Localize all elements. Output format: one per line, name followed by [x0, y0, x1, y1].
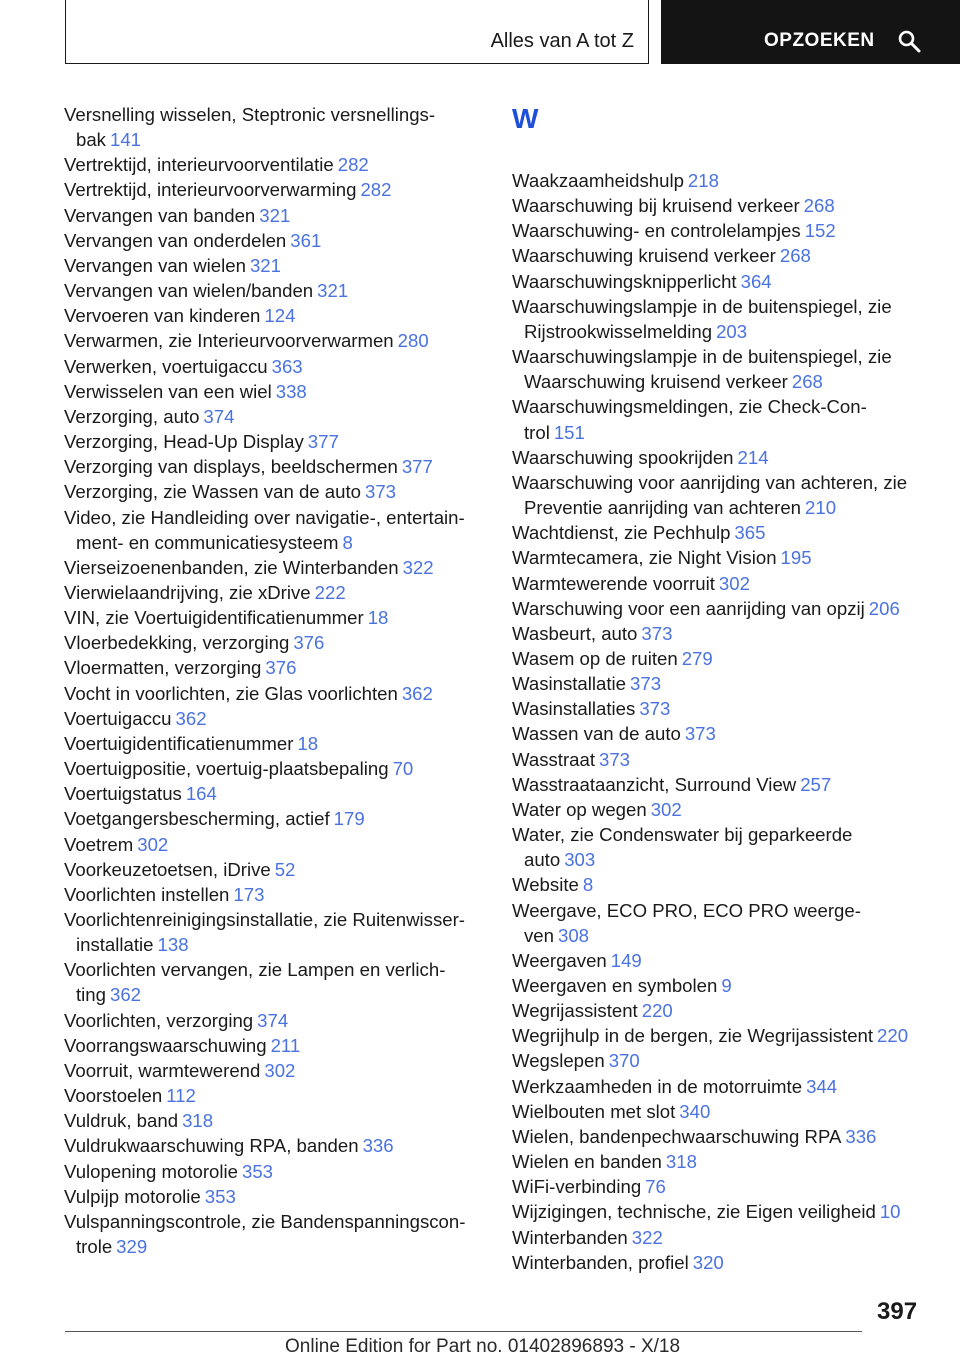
index-entry-page-link[interactable]: 340: [679, 1100, 711, 1122]
index-entry-page-link[interactable]: 373: [641, 622, 673, 644]
index-entry-text: ting: [76, 984, 106, 1006]
index-entry-page-link[interactable]: 203: [716, 320, 748, 342]
index-entry-page-link[interactable]: 321: [317, 280, 349, 302]
index-entry: [64, 932, 482, 957]
index-entry: [512, 898, 930, 923]
index-entry: [64, 555, 482, 580]
section-letter: W: [512, 103, 539, 134]
index-entry-text: Voorkeuzetoetsen, iDrive: [64, 858, 271, 880]
index-entry-page-link[interactable]: 141: [109, 129, 142, 151]
index-entry: [512, 1174, 930, 1199]
index-entry: [512, 1124, 930, 1149]
index-entry: [64, 1008, 482, 1033]
index-entry-page-link[interactable]: 52: [274, 858, 296, 880]
index-entry-page-link[interactable]: 308: [557, 924, 590, 946]
page-number: 397: [877, 1298, 918, 1325]
index-entry: [64, 1209, 482, 1234]
index-entry-page-link[interactable]: 220: [877, 1025, 909, 1047]
index-entry-page-link[interactable]: 322: [631, 1226, 663, 1248]
index-entry: [512, 797, 930, 822]
index-entry-page-link[interactable]: 257: [800, 773, 832, 795]
index-entry: [512, 923, 930, 948]
index-entry: [64, 781, 482, 806]
edition-text: Online Edition for Part no. 01402896893 - X/18: [285, 1336, 681, 1357]
index-entry-text: Voertuigaccu: [64, 707, 172, 729]
index-entry-page-link[interactable]: 336: [362, 1135, 394, 1157]
index-entry-text: Voetrem: [64, 833, 134, 855]
index-entry-page-link[interactable]: 362: [401, 682, 433, 704]
index-entry: [64, 907, 482, 932]
index-entry: [512, 520, 930, 545]
index-entry-text: Wielen en banden: [512, 1151, 662, 1173]
index-entry-page-link[interactable]: 9: [721, 975, 732, 996]
index-entry: [512, 973, 930, 998]
index-entry-text: Wasstraataanzicht, Surround View: [512, 773, 797, 795]
index-entry: [64, 228, 482, 253]
index-entry-page-link[interactable]: 353: [204, 1185, 236, 1207]
index-entry-text: Vulpijp motorolie: [64, 1185, 201, 1207]
index-entry-page-link[interactable]: 338: [275, 380, 307, 402]
index-entries-right: [512, 168, 930, 1275]
index-entry: [64, 278, 482, 303]
index-entry-text: Vervoeren van kinderen: [64, 305, 261, 327]
index-entry-text: Vervangen van onderdelen: [64, 229, 287, 251]
index-entry: [512, 721, 930, 746]
index-entry-page-link[interactable]: 220: [641, 1000, 673, 1022]
index-entry-page-link[interactable]: 376: [293, 632, 325, 654]
index-entry-page-link[interactable]: 138: [157, 934, 189, 956]
index-entry-page-link[interactable]: 302: [718, 572, 750, 594]
index-entry: [64, 1159, 482, 1184]
index-entry: [512, 369, 930, 394]
index-entry-page-link[interactable]: 124: [264, 305, 296, 327]
index-entry: [64, 1234, 482, 1259]
index-entry: [64, 102, 482, 127]
index-entry-page-link[interactable]: 302: [650, 798, 682, 820]
search-button[interactable]: [661, 0, 960, 64]
index-entry-text: Vloermatten, verzorging: [64, 657, 262, 679]
index-entry-text: Vuldruk, band: [64, 1110, 179, 1132]
search-label: OPZOEKEN: [764, 30, 875, 51]
index-entry-page-link[interactable]: 353: [242, 1160, 274, 1182]
index-entry-page-link[interactable]: 376: [265, 657, 297, 679]
index-entry-page-link[interactable]: 214: [737, 446, 769, 468]
index-entry-page-link[interactable]: 210: [805, 497, 837, 519]
index-entry-text: Wegslepen: [512, 1050, 605, 1072]
index-entry-text: Warmtewerende voorruit: [512, 572, 715, 594]
index-entry-text: Wasstraat: [512, 748, 595, 770]
index-entry-page-link[interactable]: 361: [290, 229, 322, 251]
index-entry: [64, 328, 482, 353]
index-entry: [512, 193, 930, 218]
index-entry-page-link[interactable]: 318: [665, 1151, 697, 1173]
index-entry: [512, 646, 930, 671]
index-entry-page-link[interactable]: 149: [610, 949, 642, 971]
index-entry: [512, 394, 930, 419]
index-entry-text: Vertrektijd, interieurvoorventilatie: [64, 154, 334, 176]
index-entry: [64, 203, 482, 228]
index-entry: [512, 1048, 930, 1073]
index-entry-page-link[interactable]: 320: [692, 1251, 724, 1273]
index-entry: [512, 847, 930, 872]
index-entry-page-link[interactable]: 322: [402, 556, 434, 578]
index-entry-page-link[interactable]: 10: [879, 1201, 901, 1223]
index-entry: [64, 1184, 482, 1209]
index-entry: [64, 404, 482, 429]
index-entry-page-link[interactable]: 318: [182, 1110, 214, 1132]
index-entry: [512, 596, 930, 621]
index-entry-text: Versnelling wisselen, Steptronic versnellings-: [64, 104, 436, 125]
index-entry: [512, 772, 930, 797]
index-entry-page-link[interactable]: 344: [806, 1075, 838, 1097]
index-entry-text: Waarschuwing voor aanrijding van achteren, zie: [512, 471, 908, 493]
index-entry-text: Waarschuwing kruisend verkeer: [512, 245, 776, 267]
index-entry-text: Wielbouten met slot: [512, 1100, 676, 1122]
index-entry: [64, 1058, 482, 1083]
index-entry: [512, 545, 930, 570]
index-entry-text: Weergave, ECO PRO, ECO PRO weerge-: [512, 899, 861, 921]
index-entry: [64, 479, 482, 504]
index-entry-text: Winterbanden, profiel: [512, 1251, 689, 1273]
index-entry: [64, 152, 482, 177]
index-entry-text: Waarschuwingslampje in de buitenspiegel, zie: [512, 295, 892, 317]
index-entry-text: Voorstoelen: [64, 1085, 163, 1107]
index-entry-text: Verzorging, zie Wassen van de auto: [64, 481, 361, 503]
index-entry-text: Video, zie Handleiding over navigatie-, entertain-: [64, 506, 465, 528]
index-entry-text: Waakzaamheidshulp: [512, 170, 684, 191]
index-entry: [512, 495, 930, 520]
index-entry: [512, 218, 930, 243]
index-entry-page-link[interactable]: 373: [599, 748, 631, 770]
index-entry-text: Voorlichten vervangen, zie Lampen en verlich-: [64, 959, 446, 981]
index-entry: [64, 982, 482, 1007]
index-entry-text: Voertuigpositie, voertuig-plaatsbepaling: [64, 758, 389, 780]
section-label: Alles van A tot Z: [490, 30, 634, 52]
index-entry: [512, 470, 930, 495]
index-entry-text: Waarschuwingslampje in de buitenspiegel, zie: [512, 346, 892, 368]
index-entry-page-link[interactable]: 370: [608, 1050, 640, 1072]
index-entry: [512, 1023, 930, 1048]
index-entry-page-link[interactable]: 321: [259, 204, 291, 226]
index-entry: [64, 1033, 482, 1058]
index-entry-page-link[interactable]: 173: [233, 883, 265, 905]
index-entry: [512, 1074, 930, 1099]
index-entry-text: Wassen van de auto: [512, 723, 681, 745]
index-entry-page-link[interactable]: 268: [803, 195, 835, 217]
index-entry: [512, 571, 930, 596]
index-entry-text: Winterbanden: [512, 1226, 628, 1248]
index-column-left: [64, 102, 482, 1259]
index-entry-text: Vierseizoenenbanden, zie Winterbanden: [64, 556, 399, 578]
index-entry: [512, 1250, 930, 1275]
index-entry-page-link[interactable]: 279: [681, 647, 713, 669]
index-entry: [64, 605, 482, 630]
index-entry-page-link[interactable]: 152: [804, 220, 836, 242]
index-entry: [64, 580, 482, 605]
index-entry: [512, 168, 930, 193]
index-entry-text: bak: [76, 129, 106, 151]
index-entry: [512, 445, 930, 470]
index-entry: [512, 822, 930, 847]
index-entry-page-link[interactable]: 282: [360, 179, 392, 201]
index-entry-text: Voorlichten instellen: [64, 883, 230, 905]
index-entry: [512, 872, 930, 897]
index-entry-text: Verzorging van displays, beeldschermen: [64, 456, 398, 478]
index-entry: [64, 731, 482, 756]
index-entry-page-link[interactable]: 18: [367, 607, 389, 629]
index-entry-text: Waarschuwing spookrijden: [512, 446, 734, 468]
index-entry-page-link[interactable]: 365: [734, 522, 766, 544]
index-entry: [512, 1149, 930, 1174]
index-entry-text: Verzorging, auto: [64, 405, 200, 427]
search-icon: [897, 29, 921, 53]
index-entry-page-link[interactable]: 211: [270, 1034, 301, 1056]
index-entry-page-link[interactable]: 362: [109, 984, 142, 1006]
index-entry-text: trol: [524, 421, 550, 443]
index-entry-text: Vervangen van wielen/banden: [64, 280, 314, 302]
index-entry-text: Vervangen van banden: [64, 204, 256, 226]
index-entry-text: Vierwielaandrijving, zie xDrive: [64, 581, 311, 603]
index-entry-page-link[interactable]: 164: [185, 783, 217, 805]
index-entry-page-link[interactable]: 70: [392, 758, 414, 780]
index-entry-page-link[interactable]: 336: [845, 1125, 877, 1147]
index-entry: [512, 747, 930, 772]
index-entry: [512, 621, 930, 646]
index-entry: [512, 319, 930, 344]
index-entry-text: Weergaven: [512, 949, 607, 971]
index-entry-text: Preventie aanrijding van achteren: [524, 497, 802, 519]
index-entry-text: Waarschuwingsmeldingen, zie Check-Con-: [512, 396, 867, 418]
index-entry-text: Verzorging, Head-Up Display: [64, 431, 304, 453]
index-entry-text: Vuldrukwaarschuwing RPA, banden: [64, 1135, 359, 1157]
index-entry: [512, 1199, 930, 1224]
index-entry-text: Waarschuwing bij kruisend verkeer: [512, 195, 800, 217]
index-entry-text: ven: [524, 924, 554, 946]
index-entry-page-link[interactable]: 112: [166, 1085, 196, 1107]
index-entry: [64, 655, 482, 680]
index-entry-text: Vervangen van wielen: [64, 254, 246, 276]
index-entry: [64, 177, 482, 202]
index-entry-text: Warmtecamera, zie Night Vision: [512, 547, 777, 569]
index-entry-text: Wasbeurt, auto: [512, 622, 638, 644]
index-entry: [512, 998, 930, 1023]
index-entry: [64, 832, 482, 857]
index-entry-text: Voorlichtenreinigingsinstallatie, zie Ruitenwisser-: [64, 909, 465, 930]
index-entry: [512, 948, 930, 973]
index-entry-text: Waarschuwingsknipperlicht: [512, 270, 737, 292]
index-entry-page-link[interactable]: 303: [564, 849, 596, 871]
index-entry-page-link[interactable]: 377: [307, 431, 339, 453]
index-entry: [64, 957, 482, 982]
index-entry: [512, 1099, 930, 1124]
index-entry: [64, 127, 482, 152]
index-entry-text: Wasinstallaties: [512, 698, 636, 720]
index-entry: [64, 1083, 482, 1108]
index-entry-page-link[interactable]: 8: [342, 531, 353, 553]
index-entry-text: Vloerbedekking, verzorging: [64, 632, 290, 654]
index-entry: [64, 857, 482, 882]
index-entry-page-link[interactable]: 374: [257, 1009, 289, 1031]
index-entry-text: Voorrangswaarschuwing: [64, 1034, 267, 1056]
index-entry: [512, 1225, 930, 1250]
index-entry-page-link[interactable]: 374: [203, 405, 235, 427]
footer-divider: [65, 1331, 862, 1332]
index-entry-page-link[interactable]: 268: [791, 371, 823, 393]
index-entry-text: Voorruit, warmtewerend: [64, 1059, 261, 1081]
index-entry: [64, 505, 482, 530]
index-entry-page-link[interactable]: 362: [175, 707, 207, 729]
index-entry-text: Wachtdienst, zie Pechhulp: [512, 522, 731, 544]
index-entry-text: Waarschuwing- en controlelampjes: [512, 220, 801, 242]
index-entry: [512, 420, 930, 445]
index-entry: [64, 379, 482, 404]
index-entry-text: Voertuigstatus: [64, 783, 182, 805]
index-entry-text: auto: [524, 849, 561, 871]
index-entry-text: Vocht in voorlichten, zie Glas voorlichten: [64, 682, 398, 704]
index-entry: [512, 269, 930, 294]
index-entry-text: Voetgangersbescherming, actief: [64, 808, 330, 830]
index-entry: [64, 429, 482, 454]
index-entry-text: Warschuwing voor een aanrijding van opzij: [512, 597, 865, 619]
index-entry-text: Wasinstallatie: [512, 673, 627, 695]
index-entry: [64, 630, 482, 655]
index-entry-text: installatie: [76, 934, 154, 956]
index-column-right: [512, 102, 930, 1275]
index-entry-text: Verwarmen, zie Interieurvoorverwarmen: [64, 330, 394, 352]
index-entry-page-link[interactable]: 363: [271, 355, 303, 377]
index-entry-page-link[interactable]: 179: [333, 808, 365, 830]
index-entry: [512, 696, 930, 721]
index-entry-page-link[interactable]: 8: [582, 874, 594, 896]
index-entry: [64, 706, 482, 731]
index-entry: [64, 806, 482, 831]
index-entry-text: Waarschuwing kruisend verkeer: [524, 371, 788, 393]
index-entry-text: Water op wegen: [512, 798, 647, 820]
index-entry-text: ment- en communicatiesysteem: [76, 531, 339, 553]
index-entry-page-link[interactable]: 18: [297, 732, 319, 754]
index-entry-page-link[interactable]: 373: [630, 673, 662, 695]
index-entry-page-link[interactable]: 302: [137, 833, 169, 855]
index-entry-page-link[interactable]: 76: [645, 1176, 666, 1198]
index-entry: [512, 344, 930, 369]
index-entry-text: Wielen, bandenpechwaarschuwing RPA: [512, 1125, 842, 1147]
index-entry-text: Verwisselen van een wiel: [64, 380, 272, 402]
index-entry-page-link[interactable]: 206: [868, 597, 900, 619]
index-entry-text: Voertuigidentificatienummer: [64, 732, 294, 754]
index-entry-page-link[interactable]: 222: [314, 581, 346, 603]
index-entry-text: Werkzaamheden in de motorruimte: [512, 1075, 803, 1097]
index-entry-page-link[interactable]: 280: [397, 330, 429, 352]
index-entry-page-link[interactable]: 373: [684, 723, 716, 745]
index-entry-page-link[interactable]: 377: [401, 456, 433, 478]
index-entry: [512, 243, 930, 268]
index-entry-page-link[interactable]: 151: [553, 421, 585, 443]
index-entry-text: Wegrijhulp in de bergen, zie Wegrijassistent: [512, 1025, 874, 1047]
index-entry: [512, 671, 930, 696]
index-entry: [64, 530, 482, 555]
index-entry-text: WiFi-verbinding: [512, 1176, 642, 1198]
index-entry-text: Voorlichten, verzorging: [64, 1009, 254, 1031]
index-entry-text: Vertrektijd, interieurvoorverwarming: [64, 179, 357, 201]
index-entry: [64, 454, 482, 479]
index-entry-text: Wegrijassistent: [512, 1000, 638, 1022]
index-entry-text: Water, zie Condenswater bij geparkeerde: [512, 824, 853, 846]
section-tab[interactable]: [65, 0, 649, 64]
index-entry-text: Weergaven en symbolen: [512, 975, 718, 996]
index-entry: [64, 681, 482, 706]
index-entry: [64, 354, 482, 379]
index-entry-text: Vulopening motorolie: [64, 1160, 238, 1182]
index-entry: [64, 303, 482, 328]
index-entry-page-link[interactable]: 364: [740, 270, 772, 292]
index-entry: [64, 756, 482, 781]
index-entry-page-link[interactable]: 282: [337, 154, 369, 176]
index-entry-text: Wijzigingen, technische, zie Eigen veiligheid: [512, 1201, 876, 1223]
index-entry-page-link[interactable]: 373: [364, 481, 397, 503]
index-entry-page-link[interactable]: 218: [687, 170, 719, 191]
index-entry-text: Website: [512, 874, 579, 896]
index-entry: [64, 882, 482, 907]
index-entry-text: Wasem op de ruiten: [512, 647, 678, 669]
index-entry-text: Rijstrookwisselmelding: [524, 320, 713, 342]
index-entry: [64, 1133, 482, 1158]
index-entry-text: VIN, zie Voertuigidentificatienummer: [64, 607, 364, 629]
index-entry-text: trole: [76, 1236, 113, 1258]
index-entry: [64, 1108, 482, 1133]
index-entry-page-link[interactable]: 373: [639, 698, 671, 720]
index-entry-page-link[interactable]: 195: [780, 547, 812, 569]
index-entry: [512, 294, 930, 319]
index-entry-page-link[interactable]: 268: [779, 245, 811, 267]
index-entry-text: Vulspanningscontrole, zie Bandenspanningscon-: [64, 1210, 466, 1232]
index-entry: [64, 253, 482, 278]
index-entry-page-link[interactable]: 329: [116, 1236, 148, 1258]
index-entry-page-link[interactable]: 321: [249, 254, 281, 276]
index-entry-text: Verwerken, voertuigaccu: [64, 355, 268, 377]
index-entry-page-link[interactable]: 302: [264, 1059, 296, 1081]
